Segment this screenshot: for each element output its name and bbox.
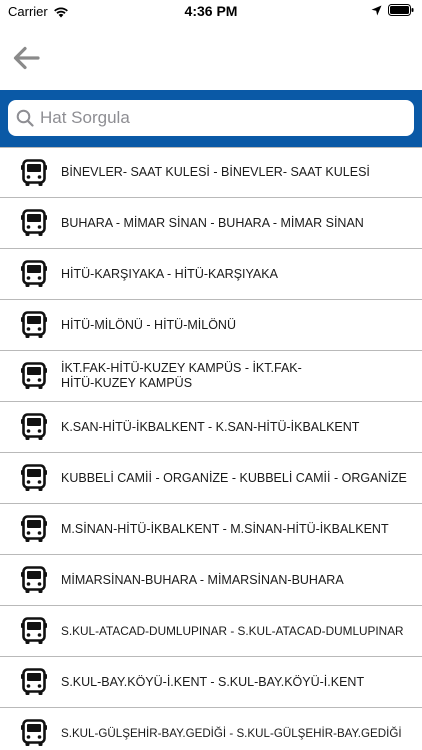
carrier-label: Carrier: [8, 4, 48, 19]
list-item[interactable]: [0, 249, 422, 300]
search-box[interactable]: [8, 100, 414, 136]
list-item[interactable]: [0, 198, 422, 249]
bus-icon: [21, 464, 47, 492]
search-bar-container: [0, 90, 422, 147]
bus-icon: [21, 566, 47, 594]
route-label: K.SAN-HİTÜ-İKBALKENT - K.SAN-HİTÜ-İKBALKENT: [61, 419, 360, 434]
route-label: HİTÜ-KARŞIYAKA - HİTÜ-KARŞIYAKA: [61, 266, 278, 281]
list-item[interactable]: [0, 402, 422, 453]
arrow-left-icon: [12, 46, 40, 70]
status-bar: [0, 0, 422, 22]
battery-icon: [388, 4, 414, 16]
list-item[interactable]: [0, 300, 422, 351]
bus-icon: [21, 260, 47, 288]
bus-icon: [21, 515, 47, 543]
list-item[interactable]: [0, 606, 422, 657]
list-item[interactable]: [0, 657, 422, 708]
route-label: BİNEVLER- SAAT KULESİ - BİNEVLER- SAAT KULESİ: [61, 165, 370, 179]
list-item[interactable]: [0, 504, 422, 555]
location-arrow-icon: [371, 5, 382, 16]
bus-icon: [21, 617, 47, 645]
route-label: HİTÜ-MİLÖNÜ - HİTÜ-MİLÖNÜ: [61, 317, 236, 332]
list-item[interactable]: [0, 708, 422, 750]
status-time: 4:36 PM: [184, 3, 238, 19]
bus-icon: [21, 413, 47, 441]
route-label: S.KUL-BAY.KÖYÜ-İ.KENT - S.KUL-BAY.KÖYÜ-İ.KENT: [61, 674, 365, 689]
bus-icon: [21, 362, 47, 390]
bus-icon: [21, 209, 47, 237]
list-item[interactable]: [0, 555, 422, 606]
search-icon: [16, 109, 34, 127]
route-list: [0, 147, 422, 750]
route-label: S.KUL-GÜLŞEHİR-BAY.GEDİĞİ - S.KUL-GÜLŞEHİR-BAY.GEDİĞİ: [61, 726, 402, 740]
nav-bar: [0, 22, 422, 90]
route-label: MİMARSİNAN-BUHARA - MİMARSİNAN-BUHARA: [61, 572, 344, 587]
route-label: İKT.FAK-HİTÜ-KUZEY KAMPÜS - İKT.FAK-HİTÜ-KUZEY KAMPÜS: [61, 361, 302, 390]
bus-icon: [21, 719, 47, 747]
list-item[interactable]: [0, 351, 422, 402]
bus-icon: [21, 668, 47, 696]
list-item[interactable]: [0, 453, 422, 504]
bus-icon: [21, 159, 47, 187]
route-label: BUHARA - MİMAR SİNAN - BUHARA - MİMAR SİNAN: [61, 215, 364, 230]
route-label: KUBBELİ CAMİİ - ORGANİZE - KUBBELİ CAMİİ - ORGANİZE: [61, 470, 407, 485]
route-label: M.SİNAN-HİTÜ-İKBALKENT - M.SİNAN-HİTÜ-İKBALKENT: [61, 521, 389, 536]
list-item[interactable]: [0, 147, 422, 198]
status-right: [371, 4, 414, 16]
bus-icon: [21, 311, 47, 339]
back-button[interactable]: [8, 40, 44, 76]
search-input[interactable]: [40, 108, 400, 128]
route-label: S.KUL-ATACAD-DUMLUPINAR - S.KUL-ATACAD-DUMLUPINAR: [61, 623, 404, 638]
